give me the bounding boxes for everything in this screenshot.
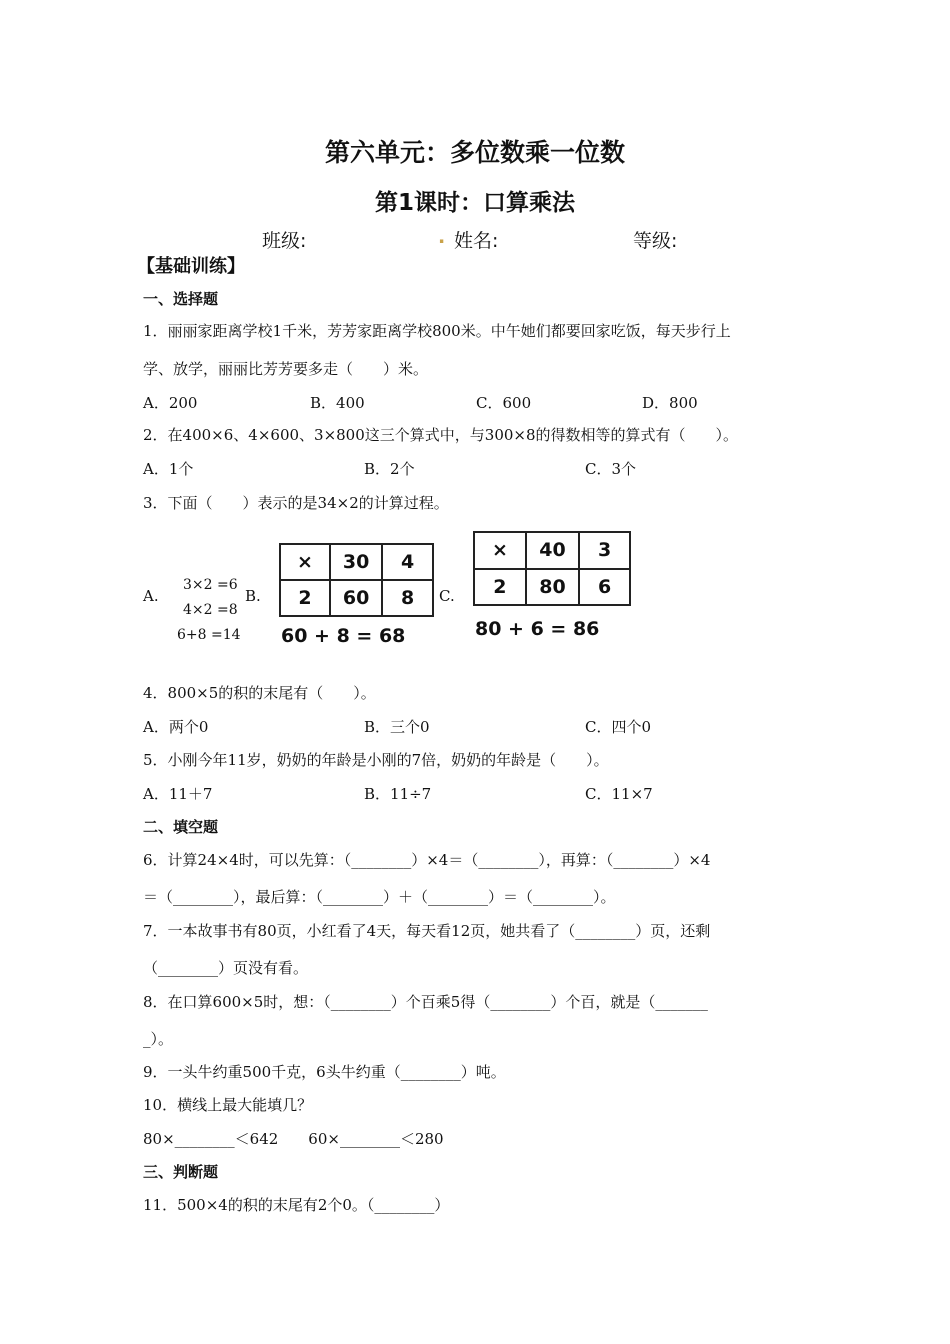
basic-training-heading: 【基础训练】 [137,256,245,277]
q2-line1: 2．在400×6、4×600、3×800这三个算式中，与300×8的得数相等的算式有（ ）。 [143,426,739,444]
q4-option-a: A．两个0 [143,718,209,736]
q1-option-b: B．400 [310,394,365,412]
q3-option-c-equation: 80 + 6 = 86 [475,618,600,640]
q3-option-b-equation: 60 + 8 = 68 [281,625,406,647]
dot-mark: . [438,226,446,248]
page-title: 第六单元：多位数乘一位数 [324,138,625,167]
q3-option-a-calc2: 4×2 =8 [183,602,238,618]
q3-option-a-label: A. [143,587,159,605]
section-fill-blank: 二、填空题 [143,818,219,836]
q1-line1: 1．丽丽家距离学校1千米，芳芳家距离学校800米。中午她们都要回家吃饭，每天步行上 [143,322,731,340]
q11-line1: 11．500×4的积的末尾有2个0。（________） [143,1196,450,1214]
q7-line1: 7．一本故事书有80页，小红看了4天，每天看12页，她共看了（________）页，还剩 [143,922,711,940]
q10-line2: 80×________＜642 60×________＜280 [143,1130,444,1148]
q3b-cell-1-0: 2 [280,580,330,616]
q3c-cell-1-2: 6 [579,569,630,606]
q3-option-b-table [279,543,434,617]
q5-line1: 5．小刚今年11岁，奶奶的年龄是小刚的7倍，奶奶的年龄是（ ）。 [143,751,609,769]
grade-label: 等级: [633,230,678,252]
class-label: 班级: [262,230,307,252]
q6-line1: 6．计算24×4时，可以先算：（________）×4＝（________），再算：（________）×4 [143,851,711,869]
q1-line2: 学、放学，丽丽比芳芳要多走（ ）米。 [143,360,429,378]
q1-option-d: D．800 [642,394,698,412]
q3-option-c-label: C. [439,587,455,605]
q3b-cell-0-0: × [280,544,330,580]
q8-line2: _）。 [143,1030,174,1048]
q3c-cell-0-2: 3 [579,532,630,569]
q3-option-a-calc3: 6+8 =14 [177,627,241,643]
q5-option-b: B．11÷7 [364,785,432,803]
page-subtitle: 第1课时：口算乘法 [374,190,575,216]
q1-option-a: A．200 [143,394,198,412]
q10-line1: 10．横线上最大能填几？ [143,1096,313,1114]
q3b-cell-0-2: 4 [382,544,433,580]
q8-line1: 8．在口算600×5时，想：（________）个百乘5得（________）个百，就是（_______ [143,993,708,1011]
q2-option-c: C．3个 [585,460,637,478]
q3b-cell-0-1: 30 [330,544,382,580]
q3c-cell-1-0: 2 [474,569,526,606]
section-judge: 三、判断题 [143,1163,219,1181]
q4-line1: 4．800×5的积的末尾有（ ）。 [143,684,376,702]
name-label: 姓名: [454,230,499,252]
q3-line1: 3．下面（ ）表示的是34×2的计算过程。 [143,494,449,512]
q4-option-b: B．三个0 [364,718,430,736]
q3-option-c-table [473,531,631,606]
q1-option-c: C．600 [476,394,532,412]
q3-option-b-label: B. [245,587,261,605]
q5-option-a: A．11＋7 [143,785,213,803]
q3b-cell-1-2: 8 [382,580,433,616]
q7-line2: （________）页没有看。 [143,959,309,977]
q3b-cell-1-1: 60 [330,580,382,616]
section-choice: 一、选择题 [143,290,219,308]
q3c-cell-1-1: 80 [526,569,579,606]
q9-line1: 9．一头牛约重500千克，6头牛约重（________）吨。 [143,1063,506,1081]
q3c-cell-0-1: 40 [526,532,579,569]
q3-option-a-calc1: 3×2 =6 [183,577,238,593]
q3c-cell-0-0: × [474,532,526,569]
q4-option-c: C．四个0 [585,718,652,736]
q2-option-a: A．1个 [143,460,194,478]
q5-option-c: C．11×7 [585,785,653,803]
q6-line2: ＝（________），最后算：（________）＋（________）＝（________）。 [143,888,616,906]
q2-option-b: B．2个 [364,460,415,478]
